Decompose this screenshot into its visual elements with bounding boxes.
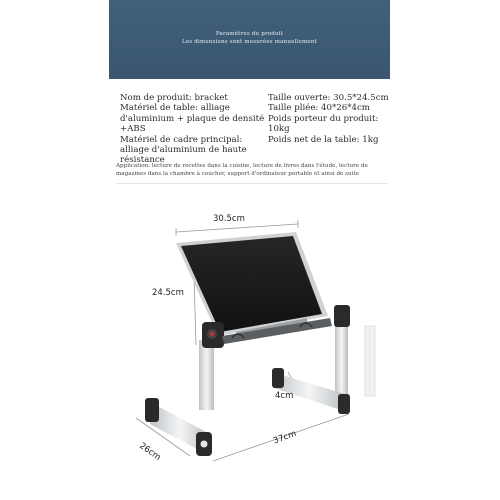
dimension-width-label: 30.5cm <box>213 214 245 224</box>
spec-item: Poids porteur du produit: 10kg <box>268 113 379 135</box>
spec-item: Matériel de table: alliage d'aluminium + plaque de densité +ABS <box>120 103 265 135</box>
tray <box>176 232 328 338</box>
banner-title: Paramètres du produit <box>215 31 284 37</box>
spec-item: Matériel de cadre principal: alliage d'aluminium de haute résistance <box>120 134 247 166</box>
spec-item: Nom de produit: bracket <box>120 93 228 103</box>
dimension-length-label: 37cm <box>272 428 298 447</box>
dimension-leg-label: 4cm <box>275 391 294 401</box>
application-text: Application: lecture de recettes dans la cuisine, lecture de livres dans l'étude, lecture de magazines dans la chambre à coucher, support d'ordinateur portable et ainsi de suite <box>116 163 368 177</box>
banner-subtitle: Les dimensions sont mesurées manuellement <box>182 39 317 45</box>
ruler <box>365 326 375 396</box>
spec-item: Taille pliée: 40*26*4cm <box>268 103 370 114</box>
spec-item: Taille ouverte: 30.5*24.5cm <box>268 93 389 103</box>
spec-item: Poids net de la table: 1kg <box>268 134 379 145</box>
front-leg <box>145 322 224 456</box>
dimension-height-label: 24.5cm <box>152 288 184 298</box>
dimension-depth-label: 26cm <box>137 441 163 463</box>
